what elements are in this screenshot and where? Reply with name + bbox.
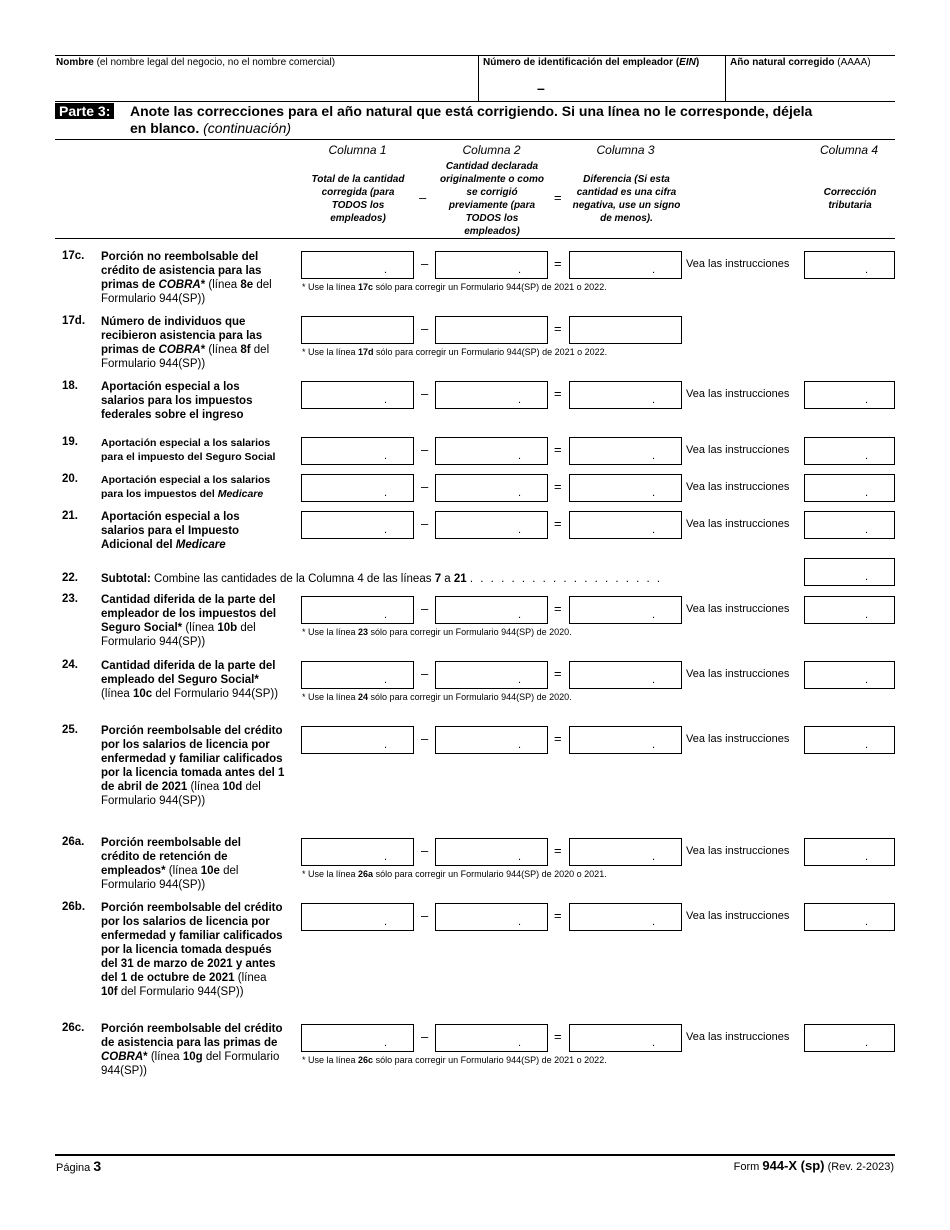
line-26a-number: 26a. xyxy=(62,836,85,848)
line-26b-minus: – xyxy=(421,908,429,923)
line-19-vea: Vea las instrucciones xyxy=(686,444,790,456)
line-26a-col3-input[interactable]: . xyxy=(569,838,682,866)
line-25-desc: Porción reembolsable del crédito por los salarios de licencia por enfermedad y familiar calificados por la licencia tomada antes del 1 de abril de 2021 (línea 10d del Formulario 944(SP)) xyxy=(101,725,285,807)
footer-rule xyxy=(55,1154,895,1156)
col3-desc: Diferencia (Si esta cantidad es una cifra negativa, use un signo de menos). xyxy=(572,174,681,224)
line-19-minus: – xyxy=(421,442,429,457)
line-21-col1-input[interactable]: . xyxy=(301,511,414,539)
col3-title: Columna 3 xyxy=(596,143,655,157)
line-17c-number: 17c. xyxy=(62,250,85,262)
line-26b-col3-input[interactable]: . xyxy=(569,903,682,931)
col2-desc: Cantidad declarada originalmente o como se corrigió previamente (para TODOS los empleados) xyxy=(440,161,544,237)
line-24-col3-input[interactable]: . xyxy=(569,661,682,689)
line-17c-col4-input[interactable]: . xyxy=(804,251,895,279)
line-25-minus: – xyxy=(421,731,429,746)
header-minus: – xyxy=(419,190,427,205)
line-21-number: 21. xyxy=(62,510,78,522)
footer-form-id: Form 944-X (sp) (Rev. 2-2023) xyxy=(733,1158,894,1173)
line-25-col1-input[interactable]: . xyxy=(301,726,414,754)
part-title: Anote las correcciones para el año natural que está corrigiendo. Si una línea no le corresponde, déjela en blanco. (continuación) xyxy=(130,103,813,136)
line-26b-vea: Vea las instrucciones xyxy=(686,910,790,922)
line-24-col1-input[interactable]: . xyxy=(301,661,414,689)
line-18-minus: – xyxy=(421,386,429,401)
footer-page: Página 3 xyxy=(56,1158,102,1174)
line-17d-note: * Use la línea 17d sólo para corregir un Formulario 944(SP) de 2021 o 2022. xyxy=(302,347,608,357)
line-18-col3-input[interactable]: . xyxy=(569,381,682,409)
line-26c-number: 26c. xyxy=(62,1022,85,1034)
line-20-number: 20. xyxy=(62,473,78,485)
line-20-col4-input[interactable]: . xyxy=(804,474,895,502)
line-22-desc: Subtotal: Combine las cantidades de la Columna 4 de las líneas 7 a 21 . . . . . . . . . . . . . . . . . . . xyxy=(101,573,663,585)
line-26a-col2-input[interactable]: . xyxy=(435,838,548,866)
line-20-col3-input[interactable]: . xyxy=(569,474,682,502)
line-20-equals: = xyxy=(554,479,562,494)
line-19-col4-input[interactable]: . xyxy=(804,437,895,465)
col4-title: Columna 4 xyxy=(819,143,879,157)
line-24-desc: Cantidad diferida de la parte del empleado del Seguro Social* (línea 10c del Formulario 944(SP)) xyxy=(101,660,279,700)
line-23-equals: = xyxy=(554,601,562,616)
line-21-col2-input[interactable]: . xyxy=(435,511,548,539)
line-25-number: 25. xyxy=(62,724,78,736)
line-19-equals: = xyxy=(554,442,562,457)
header-equals: = xyxy=(554,190,562,205)
line-18-col4-input[interactable]: . xyxy=(804,381,895,409)
line-26b-col1-input[interactable]: . xyxy=(301,903,414,931)
line-26b-col4-input[interactable]: . xyxy=(804,903,895,931)
line-17c-col1-input[interactable]: . xyxy=(301,251,414,279)
col2-title: Columna 2 xyxy=(462,143,521,157)
line-17d-col1-input[interactable] xyxy=(301,316,414,344)
line-22-number: 22. xyxy=(62,572,78,584)
line-21-col4-input[interactable]: . xyxy=(804,511,895,539)
line-26b-number: 26b. xyxy=(62,901,86,913)
line-21-desc: Aportación especial a los salarios para el Impuesto Adicional del Medicare xyxy=(101,511,240,551)
line-24-number: 24. xyxy=(62,659,78,671)
line-23-col4-input[interactable]: . xyxy=(804,596,895,624)
header-divider-1 xyxy=(478,55,479,101)
part-bottom-rule xyxy=(55,139,895,140)
col1-title: Columna 1 xyxy=(328,143,387,157)
line-17c-col3-input[interactable]: . xyxy=(569,251,682,279)
line-17c-note: * Use la línea 17c sólo para corregir un Formulario 944(SP) de 2021 o 2022. xyxy=(302,282,607,292)
line-20-vea: Vea las instrucciones xyxy=(686,481,790,493)
line-24-col4-input[interactable]: . xyxy=(804,661,895,689)
line-26a-col1-input[interactable]: . xyxy=(301,838,414,866)
line-18-number: 18. xyxy=(62,380,78,392)
line-23-number: 23. xyxy=(62,593,78,605)
line-21-col3-input[interactable]: . xyxy=(569,511,682,539)
line-26c-col1-input[interactable]: . xyxy=(301,1024,414,1052)
colhead-bottom-rule xyxy=(55,238,895,239)
line-26a-note: * Use la línea 26a sólo para corregir un Formulario 944(SP) de 2020 o 2021. xyxy=(302,869,607,879)
line-18-equals: = xyxy=(554,386,562,401)
line-17c-vea: Vea las instrucciones xyxy=(686,258,790,270)
header-top-rule xyxy=(55,55,895,56)
line-18-col1-input[interactable]: . xyxy=(301,381,414,409)
ein-label: Número de identificación del empleador (EIN) xyxy=(483,57,700,68)
line-19-number: 19. xyxy=(62,436,78,448)
line-20-desc: Aportación especial a los salarios para los impuestos del Medicare xyxy=(101,474,271,500)
line-22-col4-input[interactable]: . xyxy=(804,558,895,586)
line-21-vea: Vea las instrucciones xyxy=(686,518,790,530)
line-25-col2-input[interactable]: . xyxy=(435,726,548,754)
line-26c-equals: = xyxy=(554,1029,562,1044)
line-23-vea: Vea las instrucciones xyxy=(686,603,790,615)
line-18-desc: Aportación especial a los salarios para los impuestos federales sobre el ingreso xyxy=(101,381,253,421)
year-label: Año natural corregido (AAAA) xyxy=(730,57,871,68)
ein-dash: – xyxy=(537,80,545,96)
line-25-equals: = xyxy=(554,731,562,746)
line-17d-col3-input[interactable] xyxy=(569,316,682,344)
line-26b-equals: = xyxy=(554,908,562,923)
line-23-col3-input[interactable]: . xyxy=(569,596,682,624)
line-17d-col2-input[interactable] xyxy=(435,316,548,344)
part-heading xyxy=(55,103,114,120)
line-25-col4-input[interactable]: . xyxy=(804,726,895,754)
line-26c-col4-input[interactable]: . xyxy=(804,1024,895,1052)
line-26a-desc: Porción reembolsable del crédito de retención de empleados* (línea 10e del Formulario 944(SP)) xyxy=(101,837,241,891)
line-23-desc: Cantidad diferida de la parte del empleador de los impuestos del Seguro Social* (línea 10b del Formulario 944(SP)) xyxy=(101,594,277,648)
line-21-minus: – xyxy=(421,516,429,531)
line-23-minus: – xyxy=(421,601,429,616)
part-badge: Parte 3: xyxy=(55,103,114,119)
line-17d-desc: Número de individuos que recibieron asistencia para las primas de COBRA* (línea 8f del Formulario 944(SP)) xyxy=(101,316,270,370)
line-26c-vea: Vea las instrucciones xyxy=(686,1031,790,1043)
line-24-minus: – xyxy=(421,666,429,681)
col4-desc: Corrección tributaria xyxy=(823,187,877,211)
line-19-col1-input[interactable]: . xyxy=(301,437,414,465)
header-bottom-rule xyxy=(55,101,895,102)
line-17c-col2-input[interactable]: . xyxy=(435,251,548,279)
line-17c-desc: Porción no reembolsable del crédito de asistencia para las primas de COBRA* (línea 8e del Formulario 944(SP)) xyxy=(101,251,272,305)
line-17d-equals: = xyxy=(554,321,562,336)
line-24-col2-input[interactable]: . xyxy=(435,661,548,689)
line-26c-col2-input[interactable]: . xyxy=(435,1024,548,1052)
line-26b-desc: Porción reembolsable del crédito por los salarios de licencia por enfermedad y familiar calificados por la licencia tomada después del 31 de marzo de 2021 y antes del 1 de octubre de 2021 (línea 10f del Formulario 944(SP)) xyxy=(101,902,283,998)
line-23-note: * Use la línea 23 sólo para corregir un Formulario 944(SP) de 2020. xyxy=(302,627,572,637)
line-18-col2-input[interactable]: . xyxy=(435,381,548,409)
line-25-vea: Vea las instrucciones xyxy=(686,733,790,745)
line-24-note: * Use la línea 24 sólo para corregir un Formulario 944(SP) de 2020. xyxy=(302,692,572,702)
line-20-col2-input[interactable]: . xyxy=(435,474,548,502)
line-17c-equals: = xyxy=(554,256,562,271)
line-18-vea: Vea las instrucciones xyxy=(686,388,790,400)
line-24-vea: Vea las instrucciones xyxy=(686,668,790,680)
line-19-desc: Aportación especial a los salarios para el impuesto del Seguro Social xyxy=(101,437,276,463)
line-25-col3-input[interactable]: . xyxy=(569,726,682,754)
header-divider-2 xyxy=(725,55,726,101)
line-19-col3-input[interactable]: . xyxy=(569,437,682,465)
line-17c-minus: – xyxy=(421,256,429,271)
col1-desc: Total de la cantidad corregida (para TODOS los empleados) xyxy=(311,174,405,224)
line-26a-col4-input[interactable]: . xyxy=(804,838,895,866)
line-26a-minus: – xyxy=(421,843,429,858)
line-26c-note: * Use la línea 26c sólo para corregir un Formulario 944(SP) de 2021 o 2022. xyxy=(302,1055,607,1065)
name-label: Nombre (el nombre legal del negocio, no el nombre comercial) xyxy=(56,57,336,68)
line-24-equals: = xyxy=(554,666,562,681)
line-20-col1-input[interactable]: . xyxy=(301,474,414,502)
line-23-col1-input[interactable]: . xyxy=(301,596,414,624)
line-26a-equals: = xyxy=(554,843,562,858)
line-20-minus: – xyxy=(421,479,429,494)
line-17d-number: 17d. xyxy=(62,315,86,327)
line-17d-minus: – xyxy=(421,321,429,336)
line-26c-col3-input[interactable]: . xyxy=(569,1024,682,1052)
line-26c-minus: – xyxy=(421,1029,429,1044)
line-26b-col2-input[interactable]: . xyxy=(435,903,548,931)
line-26c-desc: Porción reembolsable del crédito de asistencia para las primas de COBRA* (línea 10g del Formulario 944(SP)) xyxy=(101,1023,283,1077)
line-21-equals: = xyxy=(554,516,562,531)
line-19-col2-input[interactable]: . xyxy=(435,437,548,465)
line-23-col2-input[interactable]: . xyxy=(435,596,548,624)
line-26a-vea: Vea las instrucciones xyxy=(686,845,790,857)
